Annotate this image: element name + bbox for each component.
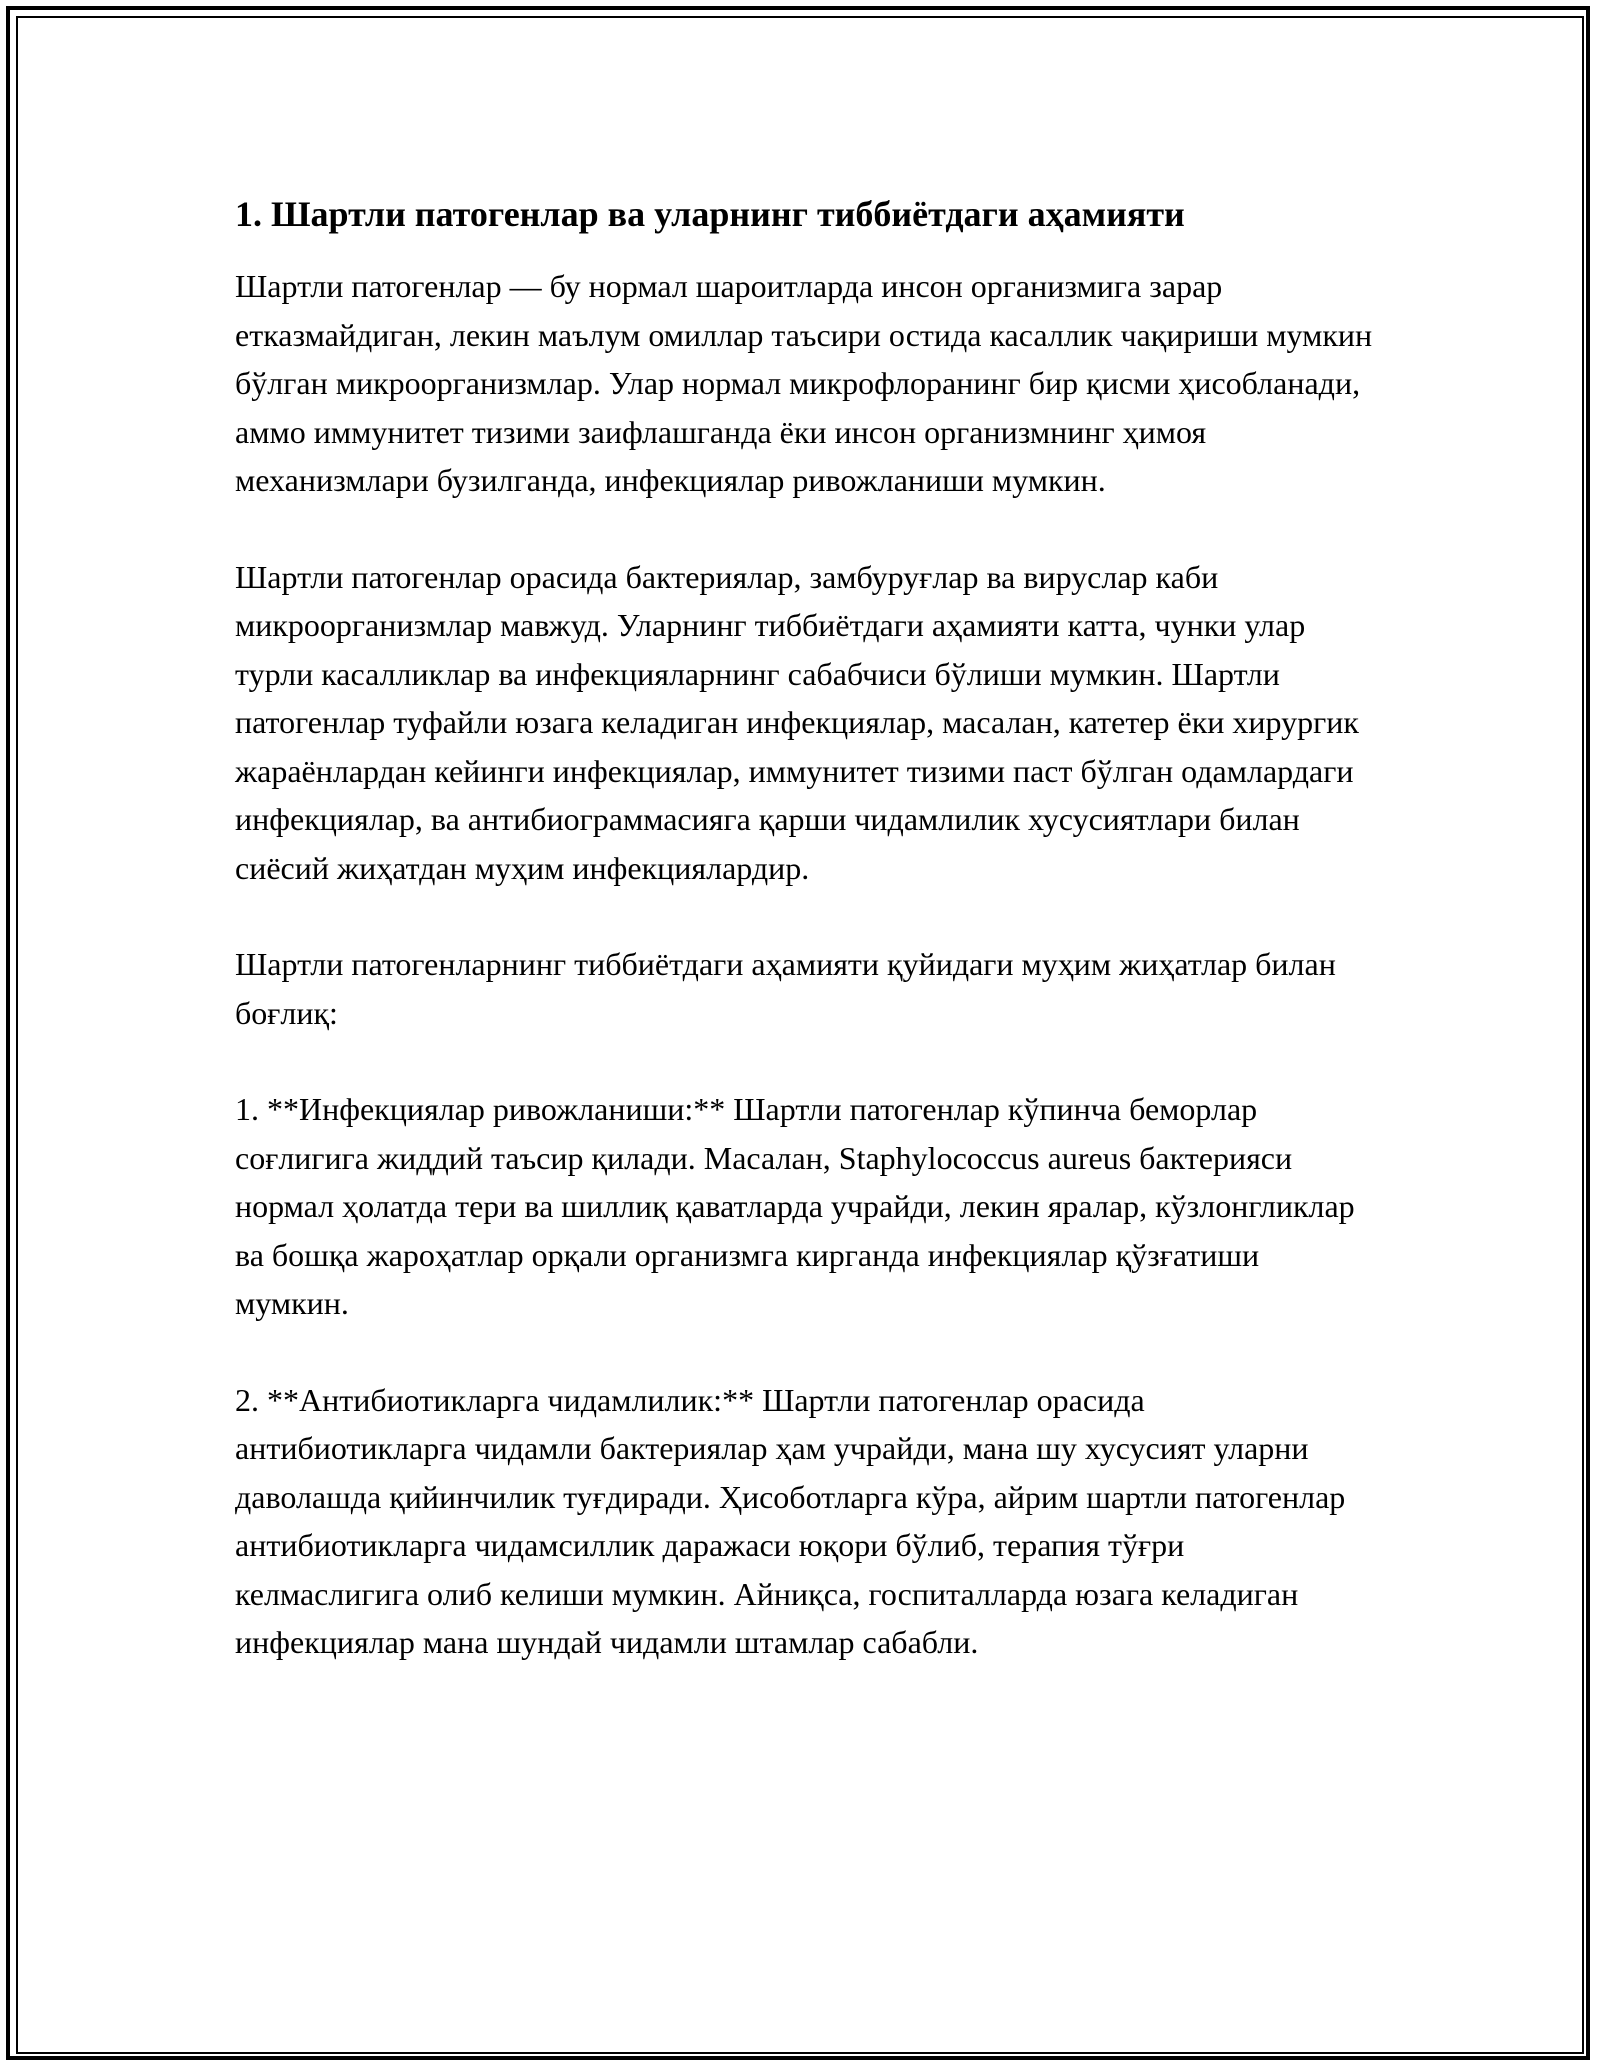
document-body (235, 188, 1375, 1667)
section-heading: 1. Шартли патогенлар ва уларнинг тиббиётдаги аҳамияти (235, 194, 1185, 234)
paragraph-types: Шартли патогенлар орасида бактериялар, замбуруғлар ва вируслар каби микроорганизмлар мавжуд. Уларнинг тиббиётдаги аҳамияти катта, чунки улар турли касалликлар ва инфекцияларнинг сабабчиси бўлиши мумкин. Шартли патогенлар туфайли юзага келадиган инфекциялар, масалан, катетер ёки хирургик жараёнлардан кейинги инфекциялар, иммунитет тизими паст бўлган одамлардаги инфекциялар, ва антибиограммасияга қарши чидамлилик хусусиятлари билан сиёсий жиҳатдан муҳим инфекциялардир. (235, 558, 1359, 886)
paragraph-definition: Шартли патогенлар — бу нормал шароитларда инсон организмига зарар етказмайдиган, лекин маълум омиллар таъсири остида касаллик чақириши мумкин бўлган микроорганизмлар. Улар нормал микрофлоранинг бир қисми ҳисобланади, аммо иммунитет тизими заифлашганда ёки инсон организмнинг ҳимоя механизмлари бузилганда, инфекциялар ривожланиши мумкин. (235, 268, 1373, 498)
list-item-resistance: 2. **Антибиотикларга чидамлилик:** Шартли патогенлар орасида антибиотикларга чидамли бактериялар ҳам учрайди, мана шу хусусият уларни даволашда қийинчилик туғдиради. Ҳисоботларга кўра, айрим шартли патогенлар антибиотикларга чидамсиллик даражаси юқори бўлиб, терапия тўғри келмаслигига олиб келиши мумкин. Айниқса, госпиталларда юзага келадиган инфекциялар мана шундай чидамли штамлар сабабли. (235, 1381, 1346, 1660)
list-item-infections: 1. **Инфекциялар ривожланиши:** Шартли патогенлар кўпинча беморлар соғлигига жиддий таъсир қилади. Масалан, Staphylococcus aureus бактерияси нормал ҳолатда тери ва шиллиқ қаватларда учрайди, лекин яралар, кўзлонгликлар ва бошқа жароҳатлар орқали организмга кирганда инфекциялар қўзғатиши мумкин. (235, 1091, 1355, 1321)
paragraph-intro-list: Шартли патогенларнинг тиббиётдаги аҳамияти қуйидаги муҳим жиҳатлар билан боғлиқ: (235, 946, 1336, 1031)
